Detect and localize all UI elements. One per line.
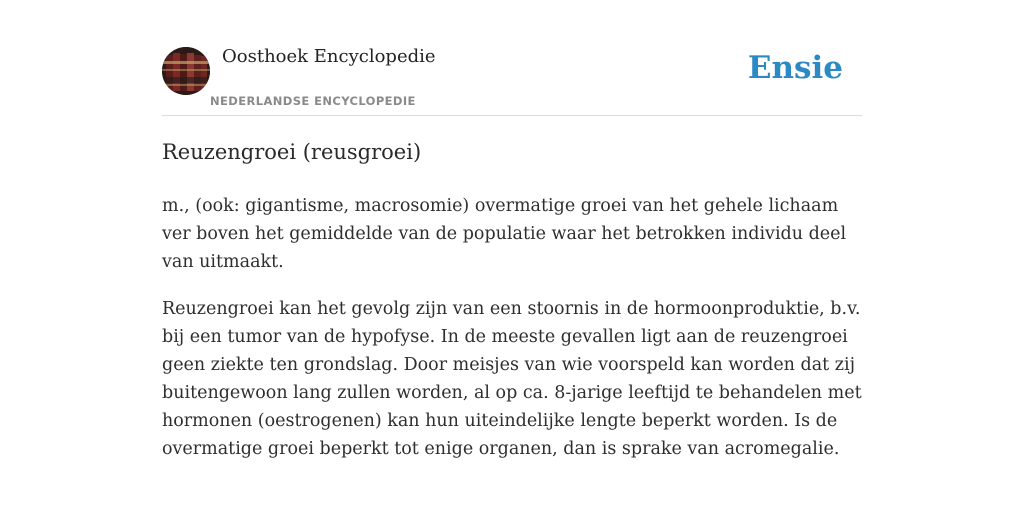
brand-logo[interactable]: Ensie bbox=[747, 50, 843, 86]
books-avatar-icon bbox=[162, 47, 210, 95]
header-divider bbox=[162, 115, 862, 116]
site-subtitle: NEDERLANDSE ENCYCLOPEDIE bbox=[210, 94, 416, 108]
article-paragraph: Reuzengroei kan het gevolg zijn van een stoornis in de hormoonproduktie, b.v. bij een tumor van de hypofyse. In de meeste gevallen ligt aan de reuzengroei geen ziekte ten grondslag. Door meisjes van wie voorspeld kan worden dat zij buitengewoon lang zullen worden, al op ca. 8-jarige leeftijd te behandelen met hormonen (oestrogenen) kan hun uiteindelijke lengte beperkt worden. Is de overmatige groei beperkt tot enige organen, dan is sprake van acromegalie. bbox=[162, 299, 862, 459]
article-title: Reuzengroei (reusgroei) bbox=[162, 140, 422, 164]
article-body bbox=[162, 192, 862, 482]
article-paragraph: m., (ook: gigantisme, macrosomie) overmatige groei van het gehele lichaam ver boven het gemiddelde van de populatie waar het betrokken individu deel van uitmaakt. bbox=[162, 196, 847, 272]
site-name[interactable]: Oosthoek Encyclopedie bbox=[222, 46, 436, 67]
